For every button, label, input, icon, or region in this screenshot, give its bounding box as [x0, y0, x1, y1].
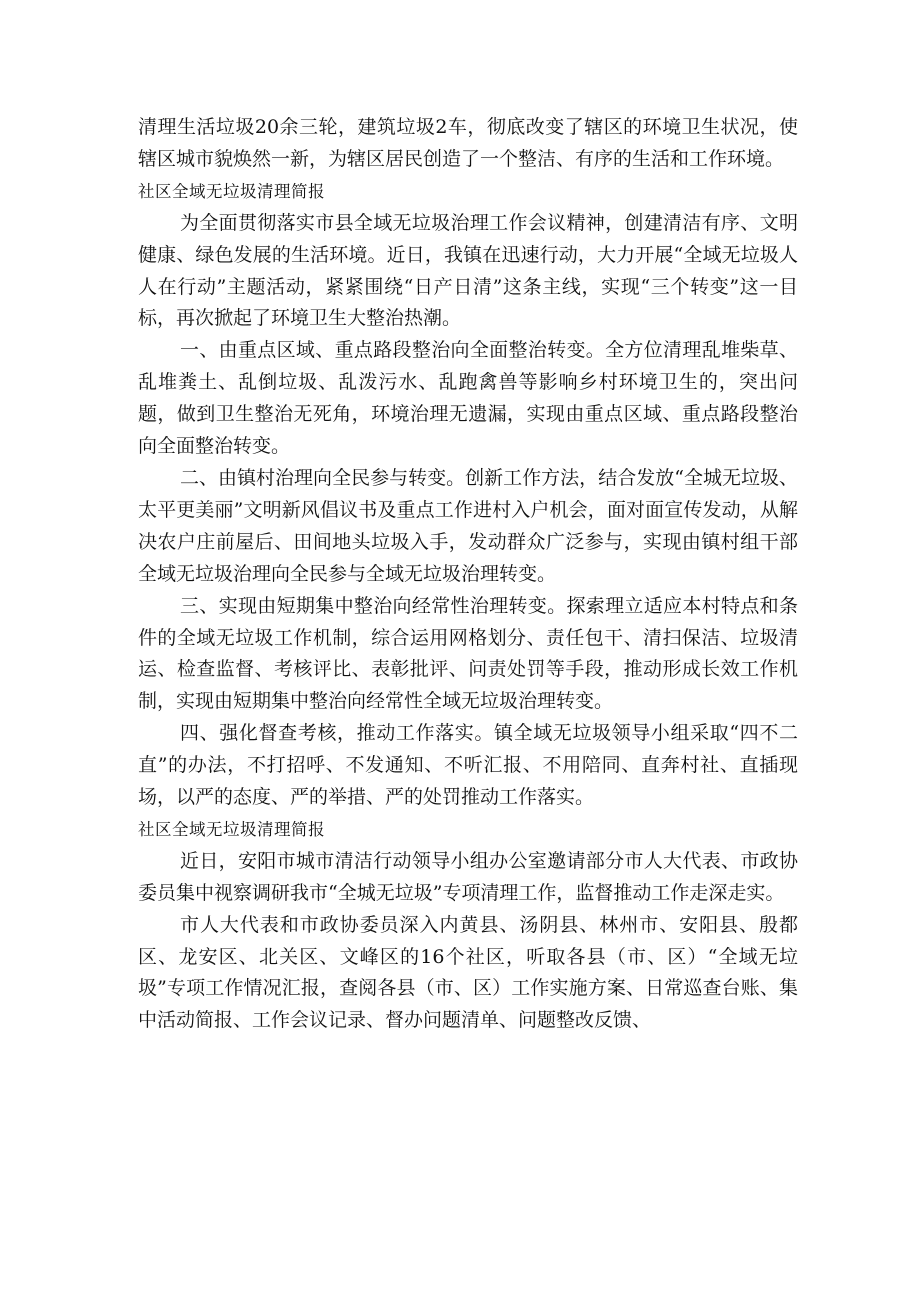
- paragraph-continuation: 清理生活垃圾20余三轮，建筑垃圾2车，彻底改变了辖区的环境卫生状况，使辖区城市貌焕然一新，为辖区居民创造了一个整洁、有序的生活和工作环境。: [138, 116, 798, 170]
- paragraph-point-1: 一、由重点区域、重点路段整治向全面整治转变。全方位清理乱堆柴草、乱堆粪土、乱倒垃圾、乱泼污水、乱跑禽兽等影响乡村环境卫生的，突出问题，做到卫生整治无死角，环境治理无遗漏，实现由重点区域、重点路段整治向全面整治转变。: [138, 339, 798, 458]
- paragraph-intro: 近日，安阳市城市清洁行动领导小组办公室邀请部分市人大代表、市政协委员集中视察调研我市“全城无垃圾”专项清理工作，监督推动工作走深走实。: [138, 849, 798, 904]
- paragraph-point-3: 三、实现由短期集中整治向经常性治理转变。探索理立适应本村特点和条件的全域无垃圾工作机制，综合运用网格划分、责任包干、清扫保洁、垃圾清运、检查监督、考核评比、表彰批评、问责处罚等手段，推动形成长效工作机制，实现由短期集中整治向经常性全域无垃圾治理转变。: [138, 594, 798, 713]
- section-heading: 社区全域无垃圾清理简报: [138, 181, 325, 201]
- document-body: [138, 112, 798, 1037]
- paragraph-intro: 为全面贯彻落实市县全域无垃圾治理工作会议精神，创建清洁有序、文明健康、绿色发展的生活环境。近日，我镇在迅速行动，大力开展“全域无垃圾人人在行动”主题活动，紧紧围绕“日产日清”这条主线，实现“三个转变”这一目标，再次掀起了环境卫生大整治热潮。: [138, 211, 798, 330]
- paragraph-body: 市人大代表和市政协委员深入内黄县、汤阴县、林州市、安阳县、殷都区、龙安区、北关区、文峰区的16个社区，听取各县（市、区）“全域无垃圾”专项工作情况汇报，查阅各县（市、区）工作实施方案、日常巡查台账、集中活动简报、工作会议记录、督办问题清单、问题整改反馈、: [138, 913, 798, 1032]
- paragraph-point-2: 二、由镇村治理向全民参与转变。创新工作方法，结合发放“全城无垃圾、太平更美丽”文明新风倡议书及重点工作进村入户机会，面对面宣传发动，从解决农户庄前屋后、田间地头垃圾入手，发动群众广泛参与，实现由镇村组干部全域无垃圾治理向全民参与全域无垃圾治理转变。: [138, 466, 798, 585]
- paragraph-point-4: 四、强化督查考核，推动工作落实。镇全域无垃圾领导小组采取“四不二直”的办法，不打招呼、不发通知、不听汇报、不用陪同、直奔村社、直插现场，以严的态度、严的举措、严的处罚推动工作落实。: [138, 722, 798, 809]
- section-heading: 社区全域无垃圾清理简报: [138, 819, 325, 839]
